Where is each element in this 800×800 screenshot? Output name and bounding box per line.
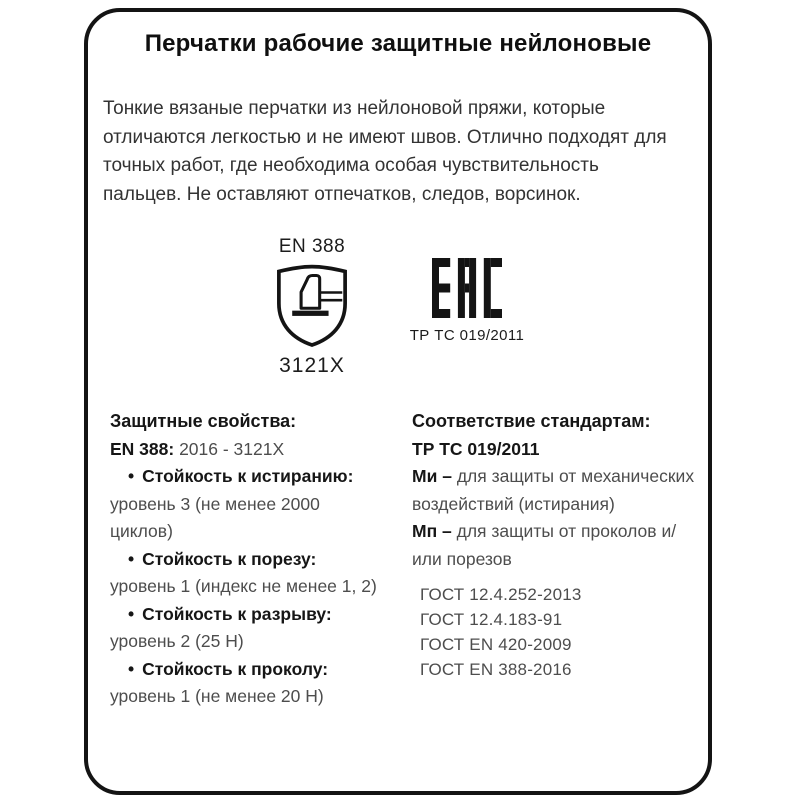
property-value: уровень 2 (25 Н) (110, 631, 244, 651)
property-name (110, 601, 382, 629)
eac-certification (408, 258, 526, 344)
bullet-icon: • (128, 658, 135, 679)
gost-item: ГОСТ 12.4.183-91 (420, 610, 563, 629)
property-value: уровень 1 (индекс не менее 1, 2) (110, 576, 377, 596)
marking-item (412, 463, 699, 518)
property-item (110, 546, 382, 601)
protective-properties-heading: Защитные свойства: (110, 411, 297, 431)
eac-regulation-label: ТР ТС 019/2011 (409, 327, 525, 344)
en388-label: EN 388 (278, 236, 346, 257)
bullet-icon: • (128, 466, 135, 486)
eac-mark-icon (432, 258, 502, 318)
en388-certification (266, 236, 358, 378)
protective-properties-section (110, 408, 382, 711)
gost-list (412, 582, 699, 682)
en388-code: 3121X (279, 354, 345, 377)
property-item (110, 463, 382, 546)
gost-item: ГОСТ 12.4.252-2013 (420, 585, 582, 604)
property-name-text: Стойкость к порезу: (142, 548, 317, 569)
property-name-text: Стойкость к разрыву: (142, 603, 332, 624)
bullet-icon: • (128, 603, 135, 624)
standards-heading: Соответствие стандартам: (412, 411, 651, 431)
property-item (110, 601, 382, 656)
standard-label: EN 388: (110, 438, 175, 459)
gost-item: ГОСТ EN 420-2009 (420, 635, 572, 654)
marking-item (412, 518, 699, 573)
property-name-text: Стойкость к истиранию: (142, 466, 354, 486)
marking-code: Мп – (412, 521, 452, 541)
marking-description: для защиты от механических воздействий (истирания) (412, 466, 695, 514)
property-name (110, 656, 382, 684)
property-item (110, 656, 382, 711)
marking-code: Ми – (412, 466, 452, 486)
standard-value: 2016 - 3121X (179, 438, 285, 459)
property-value: уровень 1 (не менее 20 Н) (110, 686, 324, 706)
standards-compliance-section (412, 408, 699, 682)
gost-item: ГОСТ EN 388-2016 (420, 660, 572, 679)
marking-description: для защиты от проколов и/или порезов (412, 521, 677, 569)
property-name (110, 546, 382, 574)
product-title: Перчатки рабочие защитные нейлоновые (144, 30, 652, 57)
bullet-icon: • (128, 548, 135, 569)
property-name (110, 463, 382, 491)
en388-standard-line (110, 436, 382, 464)
product-description: Тонкие вязаные перчатки из нейлоновой пряжи, которые отличаются легкостью и не имеют швов. Отлично подходят для точных работ, где необходима особая чувствительность пальцев. Не оставляют отпечатков, следов, ворсинок. (103, 98, 667, 205)
property-value: уровень 3 (не менее 2000 циклов) (110, 493, 320, 541)
regulation-title: ТР ТС 019/2011 (412, 438, 540, 459)
en388-shield-hammer-icon (271, 263, 353, 347)
product-card (84, 8, 712, 795)
property-name-text: Стойкость к проколу: (142, 658, 329, 679)
